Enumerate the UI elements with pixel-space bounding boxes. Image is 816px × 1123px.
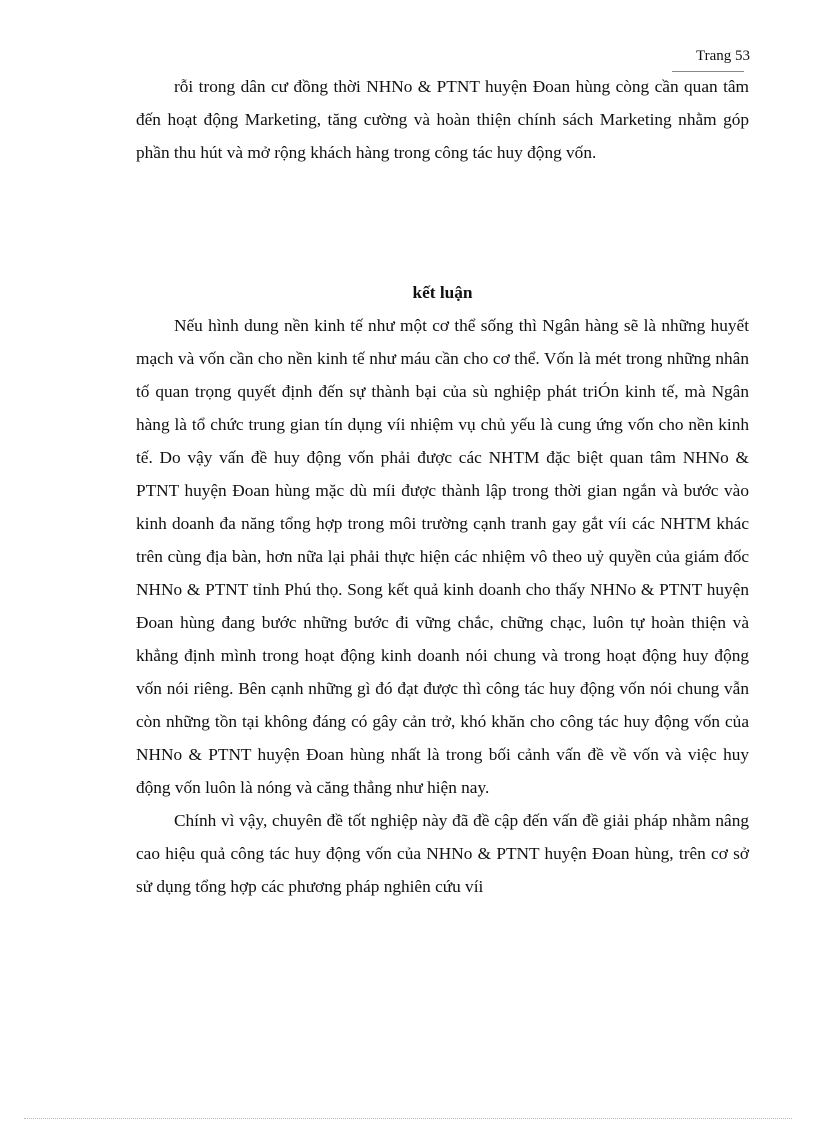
conclusion-paragraph-1: Nếu hình dung nền kinh tế như một cơ thể sống thì Ngân hàng sẽ là những huyết mạch và vốn cần cho nền kinh tế như máu cần cho cơ thể. Vốn là mét trong những nhân tố quan trọng quyết định đến sự thành bại của sù nghiệp phát triÓn kinh tế, mà Ngân hàng là tổ chức trung gian tín dụng víi nhiệm vụ chủ yếu là cung ứng vốn cho nền kinh tế. Do vậy vấn đề huy động vốn phải được các NHTM đặc biệt quan tâm NHNo & PTNT huyện Đoan hùng mặc dù míi được thành lập trong thời gian ngắn và bước vào kinh doanh đa năng tổng hợp trong môi trường cạnh tranh gay gắt víi các NHTM khác trên cùng địa bàn, hơn nữa lại phải thực hiện các nhiệm vô theo uỷ quyền của giám đốc NHNo & PTNT tỉnh Phú thọ. Song kết quả kinh doanh cho thấy NHNo & PTNT huyện Đoan hùng đang bước những bước đi vững chắc, chững chạc, luôn tự hoàn thiện và khẳng định mình trong hoạt động kinh doanh nói chung và trong hoạt động huy động vốn nói riêng. Bên cạnh những gì đó đạt được thì công tác huy động vốn nói chung vẫn còn những tồn tại không đáng có gây cản trở, khó khăn cho công tác huy động vốn của NHNo & PTNT huyện Đoan hùng nhất là trong bối cảnh vấn đề về vốn và việc huy động vốn luôn là nóng và căng thẳng như hiện nay.	[136, 316, 749, 797]
conclusion-paragraph-2: Chính vì vậy, chuyên đề tốt nghiệp này đã đề cập đến vấn đề giải pháp nhằm nâng cao hiệu quả công tác huy động vốn của NHNo & PTNT huyện Đoan hùng, trên cơ sở sử dụng tổng hợp các phương pháp nghiên cứu víi	[136, 811, 749, 896]
intro-paragraph: rỗi trong dân cư đồng thời NHNo & PTNT huyện Đoan hùng còng cần quan tâm đến hoạt động Marketing, tăng cường và hoàn thiện chính sách Marketing nhằm góp phần thu hút và mở rộng khách hàng trong công tác huy động vốn.	[136, 77, 749, 162]
conclusion-heading: kết luận	[412, 283, 473, 302]
document-body	[136, 70, 749, 903]
footer-divider	[24, 1118, 792, 1119]
page-number-label: Trang 53	[695, 48, 750, 64]
